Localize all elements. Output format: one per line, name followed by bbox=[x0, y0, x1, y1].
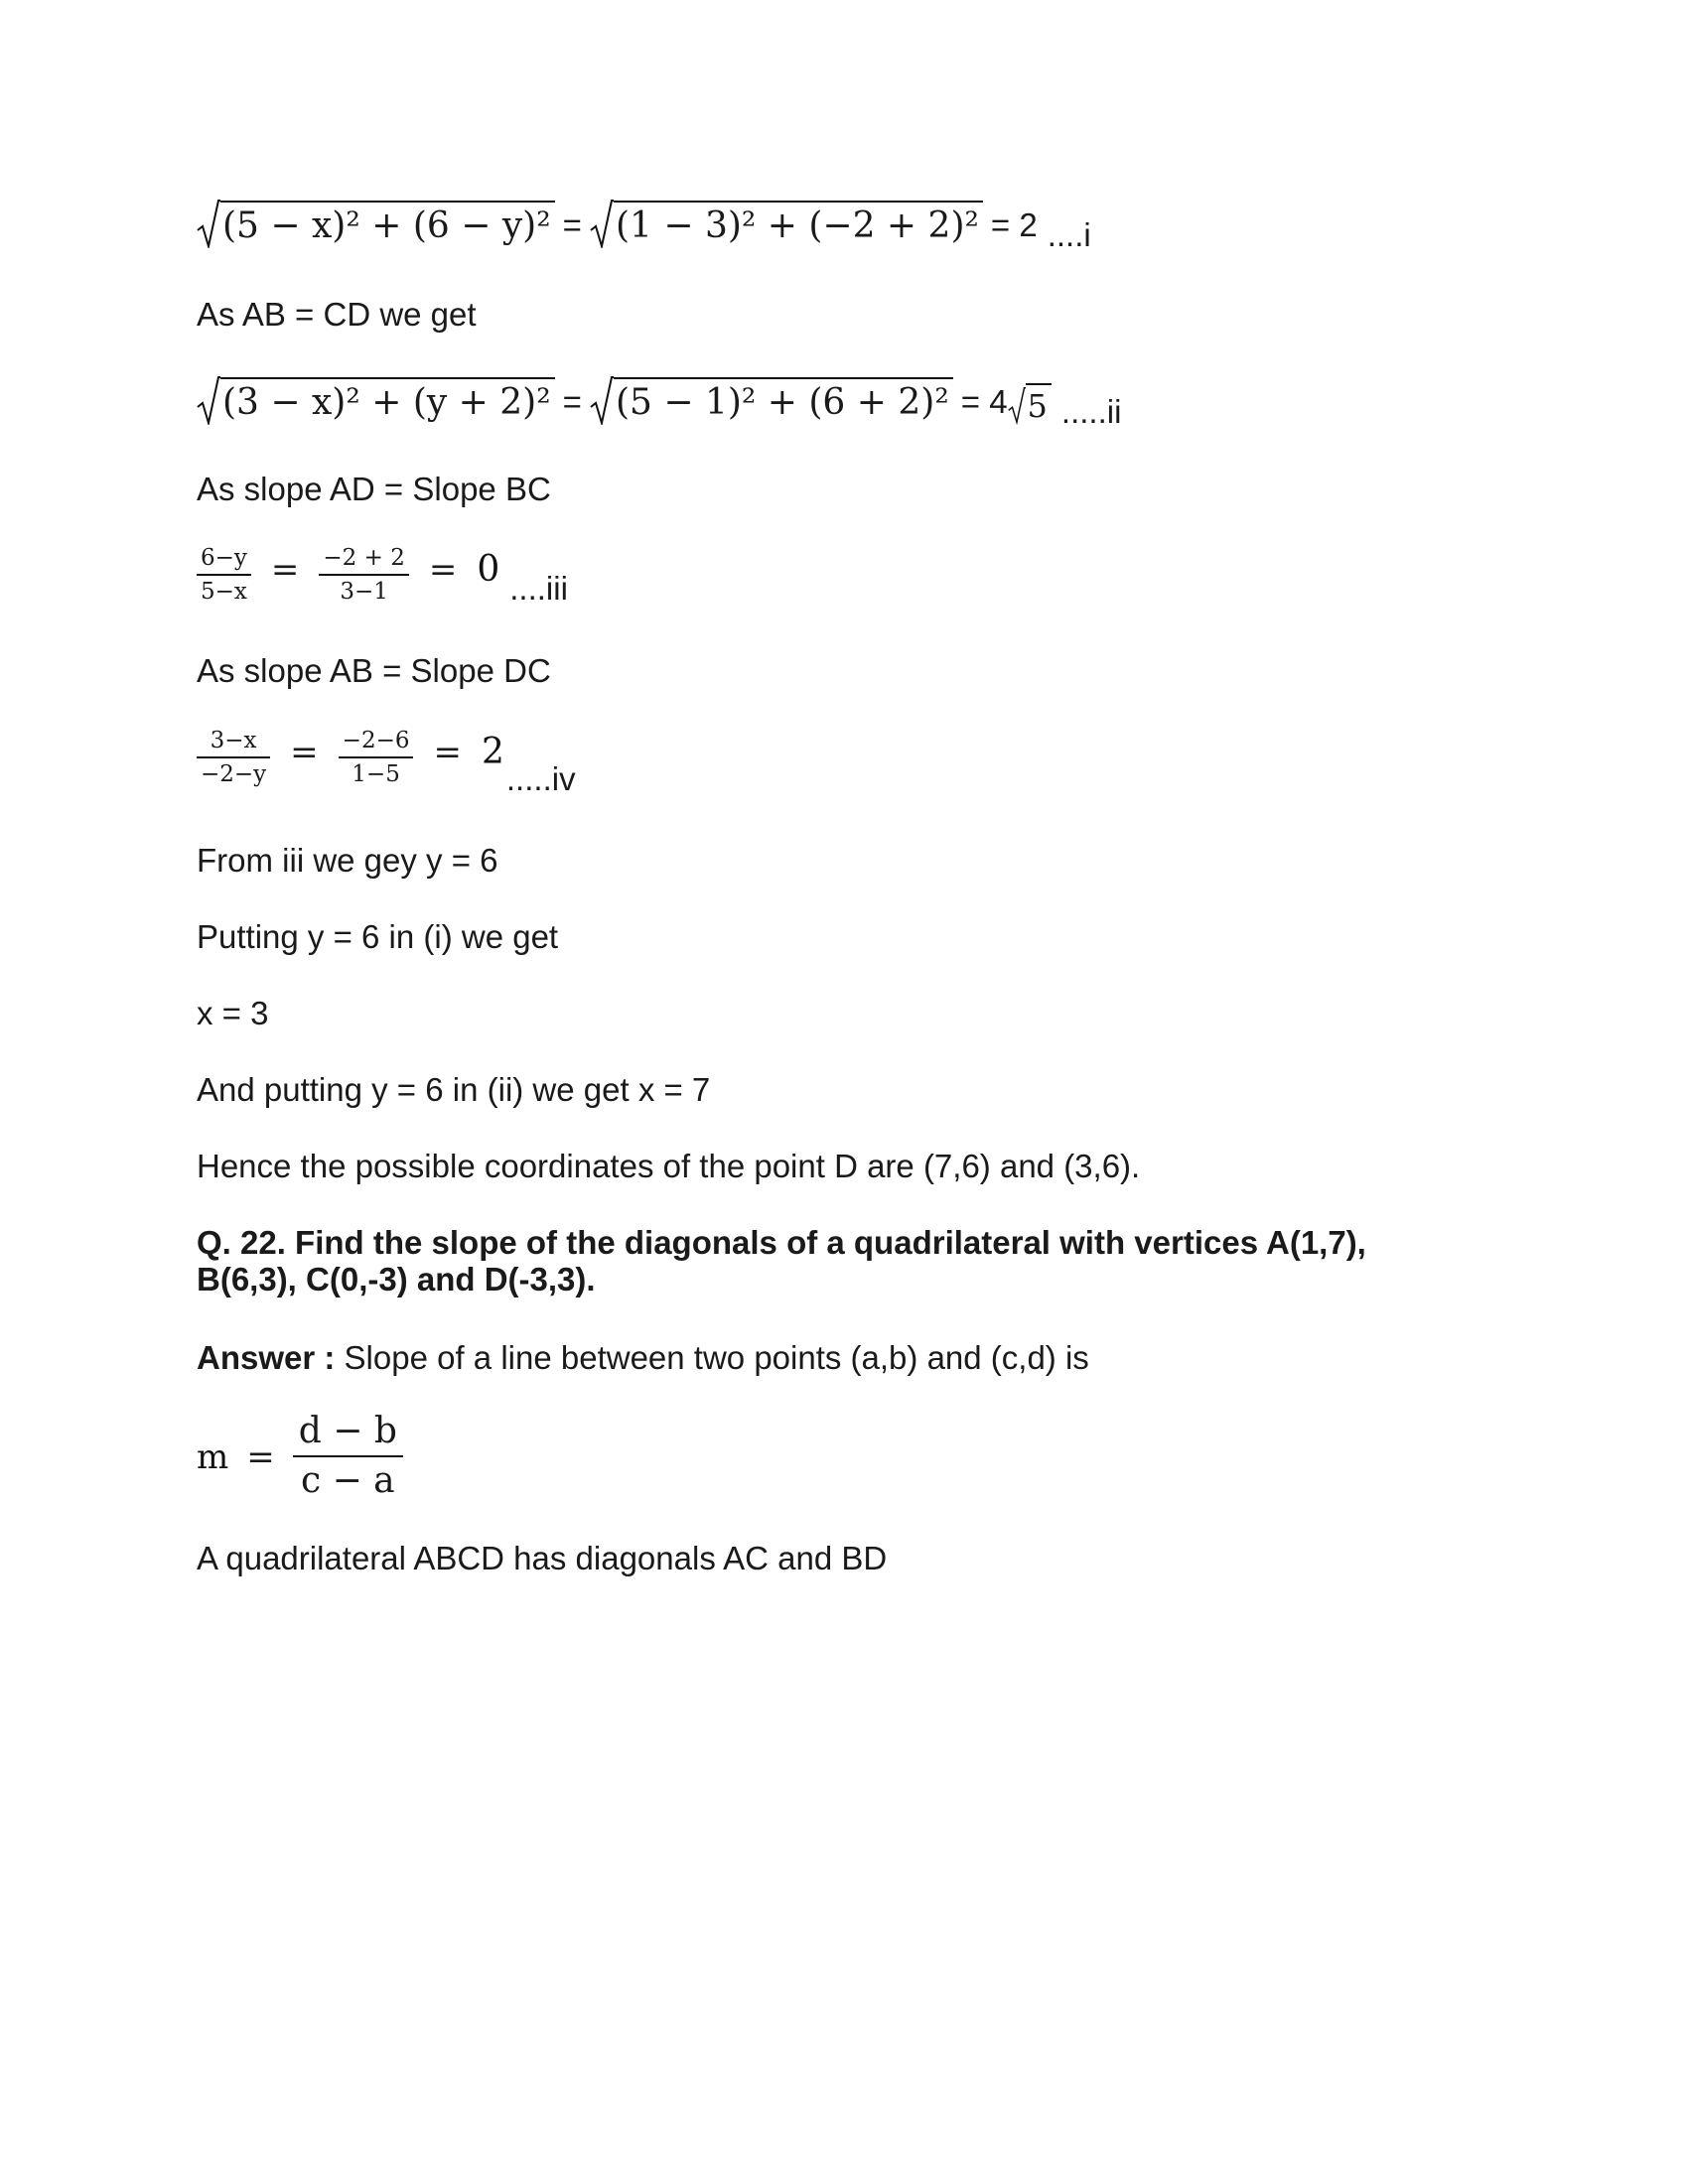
equation-iii bbox=[197, 542, 568, 608]
sqrt-expression bbox=[590, 375, 953, 425]
equation-result-prefix: = 4 bbox=[960, 383, 1008, 420]
equation-result: = 2 bbox=[990, 206, 1038, 243]
numerator: 6−y bbox=[201, 545, 247, 571]
fraction bbox=[197, 725, 270, 790]
fraction bbox=[293, 1408, 403, 1505]
numerator: −2 + 2 bbox=[323, 545, 405, 571]
numerator: 3−x bbox=[210, 728, 257, 753]
numerator: d − b bbox=[298, 1411, 397, 1451]
equation-iv bbox=[197, 725, 576, 797]
equals-sign: = bbox=[290, 733, 319, 772]
equals-sign: = bbox=[246, 1437, 275, 1477]
denominator: 1−5 bbox=[352, 761, 400, 787]
equation-value: 2 bbox=[481, 732, 504, 772]
answer-label: Answer : bbox=[197, 1339, 336, 1376]
equals-sign: = bbox=[270, 550, 300, 590]
radicand: (1 − 3)² + (−2 + 2)² bbox=[614, 201, 983, 248]
equation-i bbox=[197, 199, 1091, 253]
equation-ii bbox=[197, 375, 1122, 430]
sqrt-expression bbox=[197, 199, 555, 248]
text-slope-ad-bc: As slope AD = Slope BC bbox=[197, 471, 551, 507]
equals-sign: = bbox=[562, 206, 582, 243]
fraction bbox=[319, 542, 408, 608]
text-slope-ab-dc: As slope AB = Slope DC bbox=[197, 652, 551, 689]
equals-sign: = bbox=[428, 550, 458, 590]
radical-sign-icon bbox=[197, 199, 220, 248]
question-heading-line-1: Q. 22. Find the slope of the diagonals of a quadrilateral with vertices A(1,7), bbox=[197, 1224, 1366, 1261]
fraction bbox=[197, 542, 251, 608]
fraction bbox=[339, 725, 414, 790]
denominator: 3−1 bbox=[340, 579, 388, 605]
equals-sign: = bbox=[562, 383, 582, 420]
radicand: 5 bbox=[1026, 383, 1052, 425]
text-x-equals-3: x = 3 bbox=[197, 995, 269, 1031]
text-conclusion: Hence the possible coordinates of the point D are (7,6) and (3,6). bbox=[197, 1148, 1141, 1184]
answer-line bbox=[197, 1338, 1089, 1378]
denominator: 5−x bbox=[201, 579, 247, 605]
equation-value: 0 bbox=[477, 549, 500, 590]
radicand: (5 − x)² + (6 − y)² bbox=[220, 201, 555, 248]
text-putting-i: Putting y = 6 in (i) we get bbox=[197, 918, 559, 955]
radical-sign-icon bbox=[1008, 385, 1026, 425]
denominator: c − a bbox=[300, 1460, 395, 1501]
radical-sign-icon bbox=[590, 199, 614, 248]
text-putting-ii: And putting y = 6 in (ii) we get x = 7 bbox=[197, 1071, 711, 1108]
answer-text: Slope of a line between two points (a,b) and (c,d) is bbox=[335, 1339, 1089, 1376]
denominator: −2−y bbox=[201, 761, 267, 787]
radical-sign-icon bbox=[590, 375, 614, 425]
sqrt-expression bbox=[1008, 383, 1052, 425]
sqrt-expression bbox=[590, 199, 983, 248]
text-ab-eq-cd: As AB = CD we get bbox=[197, 296, 477, 333]
equation-tag: ....i bbox=[1047, 216, 1091, 253]
radical-sign-icon bbox=[197, 375, 220, 425]
question-heading-line-2: B(6,3), C(0,-3) and D(-3,3). bbox=[197, 1261, 596, 1297]
equation-tag: .....iv bbox=[505, 760, 576, 797]
equation-tag: .....ii bbox=[1060, 393, 1122, 430]
formula-lhs: m bbox=[197, 1437, 229, 1477]
slope-formula bbox=[197, 1408, 403, 1505]
numerator: −2−6 bbox=[342, 728, 410, 753]
sqrt-expression bbox=[197, 375, 555, 425]
text-diagonals: A quadrilateral ABCD has diagonals AC and BD bbox=[197, 1540, 888, 1576]
radicand: (5 − 1)² + (6 + 2)² bbox=[614, 377, 953, 425]
radicand: (3 − x)² + (y + 2)² bbox=[220, 377, 555, 425]
equation-tag: ....iii bbox=[509, 570, 568, 607]
equals-sign: = bbox=[433, 733, 462, 772]
text-from-iii: From iii we gey y = 6 bbox=[197, 842, 498, 879]
